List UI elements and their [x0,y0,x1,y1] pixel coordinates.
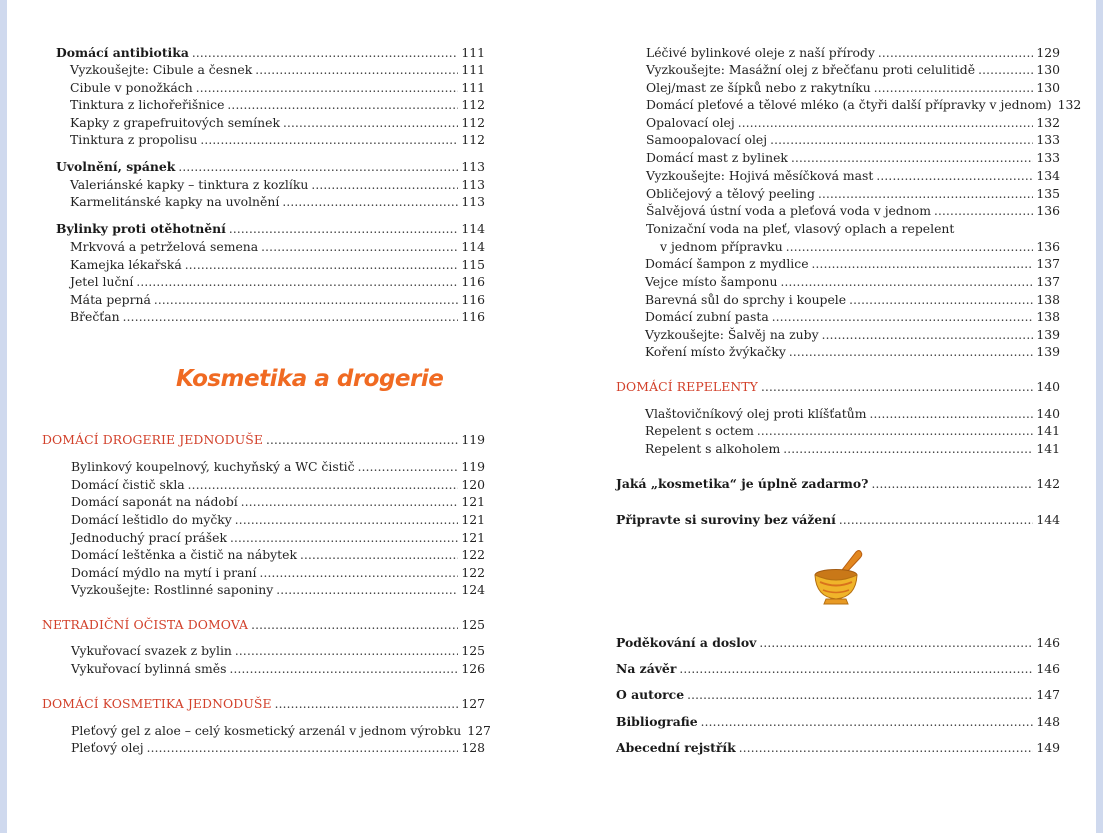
toc-entry-title: Vyzkoušejte: Cibule a česnek [70,62,253,77]
toc-entry-title: Vykuřovací svazek z bylin [71,643,232,658]
toc-page-number: 138 [1036,292,1060,307]
toc-entry-title: Cibule v ponožkách [70,80,193,95]
toc-entry-title: Kapky z grapefruitových semínek [70,115,280,130]
toc-entry-title: Vyzkoušejte: Hojivá měsíčková mast [646,168,874,183]
toc-entry [646,115,1060,131]
toc-page-number: 147 [1036,687,1060,702]
dot-leader [196,80,459,96]
toc-entry-title: Domácí šampon z mydlice [645,256,809,271]
toc-entry [71,512,485,528]
toc-entry [646,186,1060,202]
toc-page-number: 121 [461,530,485,545]
toc-entry [70,97,485,113]
toc-entry-title: Bylinkový koupelnový, kuchyňský a WC čistič [71,459,355,474]
dot-leader [266,432,458,448]
dot-leader [878,45,1033,61]
dot-leader [839,512,1033,528]
toc-page-number: 116 [461,309,485,324]
toc-page-number: 114 [461,239,485,254]
dot-leader [978,62,1033,78]
dot-leader [282,194,458,210]
toc-entry [70,309,485,325]
dot-leader [791,150,1033,166]
dot-leader [200,132,458,148]
toc-entry [70,80,485,96]
dot-leader [786,239,1034,255]
toc-entry-title: Uvolnění, spánek [56,159,176,174]
dot-leader [818,186,1033,202]
toc-page-number: 111 [461,62,485,77]
dot-leader [687,687,1033,703]
toc-page-number: 122 [461,565,485,580]
toc-chapter-entry [56,221,485,237]
toc-page-number: 119 [461,459,485,474]
toc-page-number: 120 [461,477,485,492]
toc-section-heading [42,617,485,633]
toc-entry [71,547,485,563]
toc-entry-title: Domácí zubní pasta [645,309,769,324]
dot-leader [812,256,1034,272]
toc-entry [70,257,485,273]
toc-page-number: 125 [461,617,485,632]
dot-leader [934,203,1033,219]
toc-page-number: 122 [461,547,485,562]
toc-chapter-entry [56,159,485,175]
toc-page-number: 121 [461,494,485,509]
toc-page-number: 149 [1036,740,1060,755]
toc-entry-title: Bylinky proti otěhotnění [56,221,226,236]
toc-page-number: 116 [461,274,485,289]
toc-entry-title: Léčivé bylinkové oleje z naší přírody [646,45,875,60]
dot-leader [781,274,1034,290]
toc-entry-title: Vykuřovací bylinná směs [71,661,227,676]
toc-entry [645,256,1060,272]
toc-page-number: 144 [1036,512,1060,527]
toc-entry-title: Domácí čistič skla [71,477,185,492]
toc-entry [71,740,485,756]
dot-leader [154,292,458,308]
toc-entry [645,406,1060,422]
dot-leader [822,327,1034,343]
dot-leader [251,617,458,633]
toc-entry [70,115,485,131]
toc-entry-title: Pleťový olej [71,740,144,755]
dot-leader [235,512,459,528]
toc-entry-title: Karmelitánské kapky na uvolnění [70,194,280,209]
toc-entry-title: v jednom přípravku [660,239,783,254]
toc-entry [660,239,1060,255]
toc-entry-title: Jaká „kosmetika“ je úplně zadarmo? [616,476,869,491]
toc-page-number: 140 [1036,406,1060,421]
toc-entry [646,150,1060,166]
dot-leader [770,132,1033,148]
toc-entry [645,441,1060,457]
dot-leader [136,274,458,290]
toc-entry-title: Mrkvová a petrželová semena [70,239,259,254]
dot-leader [229,221,458,237]
dot-leader [147,740,459,756]
toc-page-number: 121 [461,512,485,527]
dot-leader [358,459,459,475]
toc-page-number: 138 [1036,309,1060,324]
toc-page-number: 137 [1036,274,1060,289]
toc-entry-title: Domácí leštidlo do myčky [71,512,232,527]
toc-chapter-entry [56,45,485,61]
toc-page-number: 113 [461,159,485,174]
toc-page-number: 134 [1036,168,1060,183]
toc-entry-title: NETRADIČNÍ OČISTA DOMOVA [42,617,249,632]
toc-page-number: 130 [1036,62,1060,77]
dot-leader [230,661,459,677]
section-title: Kosmetika a drogerie [176,366,444,392]
toc-entry [71,477,485,493]
toc-page-number: 127 [461,696,485,711]
toc-page-number: 112 [461,115,485,130]
toc-entry-title: Repelent s alkoholem [645,441,781,456]
toc-page-number: 148 [1036,714,1060,729]
toc-page-number: 111 [461,80,485,95]
toc-entry-title: DOMÁCÍ KOSMETIKA JEDNODUŠE [42,696,272,711]
dot-leader [701,714,1034,730]
toc-entry [70,239,485,255]
toc-entry-title: Vejce místo šamponu [645,274,778,289]
toc-entry [70,292,485,308]
toc-entry [71,661,485,677]
dot-leader [311,177,458,193]
toc-chapter-entry [616,740,1060,756]
toc-entry-title: Opalovací olej [646,115,735,130]
dot-leader [869,406,1033,422]
toc-page-number: 142 [1036,476,1060,491]
toc-entry [70,62,485,78]
toc-entry [71,723,491,739]
toc-page-number: 136 [1036,203,1060,218]
mortar-and-pestle-icon [812,548,864,608]
toc-entry [71,494,485,510]
toc-page-number: 128 [461,740,485,755]
toc-entry-title: Připravte si suroviny bez vážení [616,512,836,527]
toc-entry [71,530,485,546]
toc-entry-title: Vyzkoušejte: Šalvěj na zuby [645,327,819,342]
toc-entry-title: Pleťový gel z aloe – celý kosmetický arzenál v jednom výrobku [71,723,462,738]
dot-leader [230,530,458,546]
toc-entry-title: Domácí pleťové a tělové mléko (a čtyři další přípravky v jednom) [646,97,1052,112]
toc-entry-title: Barevná sůl do sprchy i koupele [645,292,847,307]
toc-entry-title: Domácí saponát na nádobí [71,494,238,509]
toc-entry-title: Máta peprná [70,292,151,307]
dot-leader [123,309,459,325]
dot-leader [192,45,458,61]
toc-entry-title: Tinktura z lichořeřišnice [70,97,225,112]
toc-page-number: 114 [461,221,485,236]
toc-entry-title: Samoopalovací olej [646,132,768,147]
toc-chapter-entry [616,635,1060,651]
toc-page-number: 146 [1036,635,1060,650]
dot-leader [849,292,1033,308]
toc-page-number: 137 [1036,256,1060,271]
toc-page-number: 127 [467,723,491,738]
toc-entry-title: Vlaštovičníkový olej proti klíšťatům [645,406,867,421]
toc-entry [71,565,485,581]
toc-entry-title: Jetel luční [70,274,134,289]
toc-entry-title: Abecední rejstřík [616,740,736,755]
dot-leader [185,257,459,273]
dot-leader [772,309,1034,325]
toc-entry [645,292,1060,308]
toc-entry-title: Tonizační voda na pleť, vlasový oplach a repelent [646,221,955,236]
toc-page-number: 130 [1036,80,1060,95]
toc-page-number: 124 [461,582,485,597]
toc-entry-title: Domácí mast z bylinek [646,150,788,165]
toc-entry-title: Vyzkoušejte: Masážní olej z břečťanu proti celulitidě [646,62,976,77]
toc-page-number: 146 [1036,661,1060,676]
toc-entry-title: Břečťan [70,309,120,324]
dot-leader [300,547,458,563]
toc-entry-title: Valeriánské kapky – tinktura z kozlíku [70,177,309,192]
dot-leader [739,740,1034,756]
toc-page-number: 126 [461,661,485,676]
dot-leader [178,159,458,175]
toc-page-number: 141 [1036,441,1060,456]
toc-page-number: 125 [461,643,485,658]
toc-section-heading [616,379,1060,395]
page-edge-right [1096,0,1103,833]
dot-leader [259,565,458,581]
toc-section-heading [42,432,485,448]
dot-leader [276,582,458,598]
dot-leader [275,696,459,712]
toc-entry-title: Na závěr [616,661,677,676]
toc-page-number: 132 [1057,97,1082,112]
toc-entry [646,97,1082,113]
toc-entry [646,45,1060,61]
dot-leader [235,643,458,659]
toc-entry [645,309,1060,325]
dot-leader [679,661,1033,677]
toc-page-number: 140 [1036,379,1060,394]
toc-entry-title: DOMÁCÍ REPELENTY [616,379,758,394]
toc-entry [70,274,485,290]
page-edge-left [0,0,7,833]
dot-leader [871,476,1033,492]
dot-leader [241,494,459,510]
toc-entry-title: Poděkování a doslov [616,635,757,650]
toc-entry [645,344,1060,360]
dot-leader [255,62,458,78]
toc-entry [646,62,1060,78]
dot-leader [738,115,1034,131]
toc-entry-title: Domácí antibiotika [56,45,189,60]
toc-page-number: 116 [461,292,485,307]
toc-page-number: 139 [1036,327,1060,342]
toc-entry-title: Bibliografie [616,714,698,729]
dot-leader [874,80,1034,96]
dot-leader [783,441,1033,457]
dot-leader [759,635,1033,651]
dot-leader [188,477,459,493]
dot-leader [757,423,1033,439]
toc-page-number: 135 [1036,186,1060,201]
toc-entry-title: Domácí leštěnka a čistič na nábytek [71,547,297,562]
toc-entry-title: Domácí mýdlo na mytí i praní [71,565,257,580]
dot-leader [789,344,1034,360]
dot-leader [761,379,1033,395]
dot-leader [261,239,458,255]
toc-entry-title: Olej/mast ze šípků nebo z rakytníku [646,80,871,95]
toc-entry [71,459,485,475]
toc-entry [646,132,1060,148]
toc-page-number: 115 [461,257,485,272]
toc-entry-title: Vyzkoušejte: Rostlinné saponiny [71,582,274,597]
toc-section-heading [42,696,485,712]
toc-page-number: 111 [461,45,485,60]
toc-entry [646,80,1060,96]
toc-chapter-entry [616,512,1060,528]
toc-entry-title: Repelent s octem [645,423,754,438]
dot-leader [876,168,1033,184]
toc-entry-title: Tinktura z propolisu [70,132,198,147]
toc-page-number: 133 [1036,150,1060,165]
toc-entry [71,643,485,659]
toc-page-number: 132 [1036,115,1060,130]
toc-entry-title: Obličejový a tělový peeling [646,186,815,201]
toc-entry-title: Šalvějová ústní voda a pleťová voda v jednom [646,203,931,218]
toc-page-number: 112 [461,97,485,112]
dot-leader [283,115,458,131]
dot-leader [227,97,458,113]
toc-entry-title: O autorce [616,687,685,702]
toc-entry [70,177,485,193]
toc-entry [645,274,1060,290]
toc-entry-title: DOMÁCÍ DROGERIE JEDNODUŠE [42,432,263,447]
toc-entry [645,327,1060,343]
toc-page-number: 113 [461,194,485,209]
toc-chapter-entry [616,661,1060,677]
toc-entry-title: Koření místo žvýkačky [645,344,786,359]
toc-page-number: 119 [461,432,485,447]
toc-chapter-entry [616,476,1060,492]
toc-page-number: 129 [1036,45,1060,60]
toc-entry [70,194,485,210]
toc-entry [646,168,1060,184]
toc-page-number: 139 [1036,344,1060,359]
toc-entry [645,423,1060,439]
toc-entry [71,582,485,598]
toc-page-number: 112 [461,132,485,147]
toc-entry-title: Jednoduchý prací prášek [71,530,227,545]
toc-page-number: 133 [1036,132,1060,147]
toc-entry [646,203,1060,219]
toc-page-number: 113 [461,177,485,192]
toc-entry [70,132,485,148]
toc-page-number: 136 [1036,239,1060,254]
toc-chapter-entry [616,687,1060,703]
toc-page-number: 141 [1036,423,1060,438]
toc-chapter-entry [616,714,1060,730]
toc-entry-title: Kamejka lékařská [70,257,182,272]
